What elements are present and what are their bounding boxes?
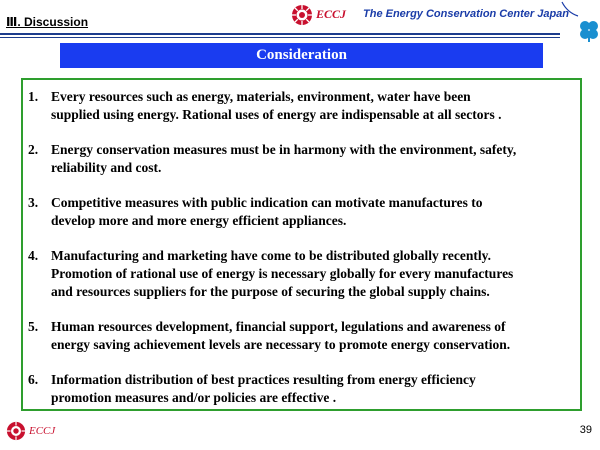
header-divider — [0, 33, 560, 35]
item-line: Every resources such as energy, materials, environment, water have been — [51, 89, 471, 104]
item-number: 3. — [28, 195, 39, 210]
header-divider-thin — [0, 37, 560, 38]
clover-logo-icon — [558, 0, 600, 44]
item-line: reliability and cost. — [51, 160, 162, 175]
footer-logo-text: ECCJ — [29, 425, 56, 437]
consideration-list — [28, 88, 578, 424]
item-line: Competitive measures with public indication can motivate manufactures to — [51, 195, 483, 210]
eccj-footer-logo-icon — [6, 421, 26, 441]
section-label: Ⅲ. Discussion — [6, 15, 89, 29]
item-line: Energy conservation measures must be in harmony with the environment, safety, — [51, 142, 517, 157]
header-logo-text: ECCJ — [316, 7, 347, 21]
item-line: promotion measures and/or policies are effective . — [51, 390, 337, 405]
slide-title: Consideration — [60, 43, 543, 68]
item-line: and resources suppliers for the purpose of securing the global supply chains. — [51, 284, 490, 299]
item-number: 4. — [28, 248, 39, 263]
item-number: 6. — [28, 372, 39, 387]
item-line: Manufacturing and marketing have come to be distributed globally recently. — [51, 248, 491, 263]
item-line: Promotion of rational use of energy is necessary globally for every manufactures — [51, 266, 514, 281]
organization-name: The Energy Conservation Center Japan — [363, 8, 569, 20]
list-item — [28, 247, 578, 301]
page-number: 39 — [579, 424, 592, 436]
item-number: 5. — [28, 319, 39, 334]
list-item — [28, 194, 578, 230]
item-number: 2. — [28, 142, 39, 157]
list-item — [28, 141, 578, 177]
item-number: 1. — [28, 89, 39, 104]
eccj-logo-icon — [291, 4, 313, 26]
item-line: supplied using energy. Rational uses of energy are indispensable at all sectors . — [51, 107, 502, 122]
item-line: Information distribution of best practices resulting from energy efficiency — [51, 372, 476, 387]
item-line: energy saving achievement levels are necessary to promote energy conservation. — [51, 337, 511, 352]
item-line: Human resources development, financial support, legulations and awareness of — [51, 319, 506, 334]
list-item — [28, 318, 578, 354]
item-line: develop more and more energy efficient appliances. — [51, 213, 347, 228]
list-item — [28, 88, 578, 124]
list-item — [28, 371, 578, 407]
